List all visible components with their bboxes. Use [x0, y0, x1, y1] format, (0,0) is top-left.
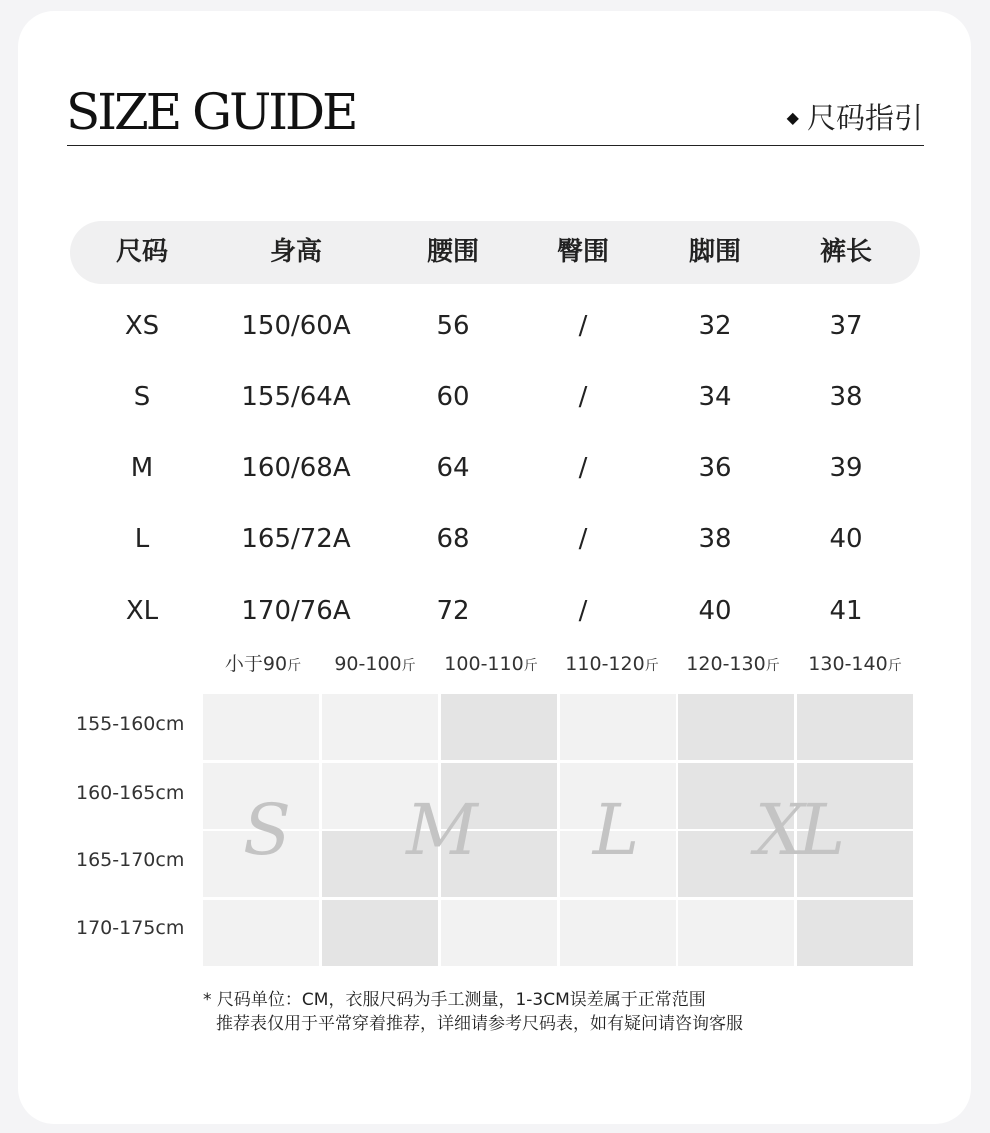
size-letter-l: L: [592, 789, 634, 871]
grid-cell: [203, 900, 319, 966]
grid-cell: [678, 900, 794, 966]
header-size: 尺码: [115, 237, 169, 267]
cell-waist: 60: [436, 382, 470, 412]
cell-leg-opening: 32: [698, 311, 732, 341]
cell-leg-opening: 34: [698, 382, 732, 412]
size-letter-xl: XL: [754, 789, 840, 871]
cell-hip: /: [578, 596, 588, 626]
cell-length: 39: [829, 453, 863, 483]
cell-height: 160/68A: [241, 453, 351, 483]
footnote-recommendation: 推荐表仅用于平常穿着推荐，详细请参考尺码表，如有疑问请咨询客服: [216, 1014, 743, 1034]
header-hip: 臀围: [556, 237, 610, 267]
weight-label: 130-140斤: [808, 653, 902, 675]
height-label: 165-170cm: [76, 849, 185, 871]
table-row: [0, 593, 990, 633]
cell-height: 165/72A: [241, 524, 351, 554]
size-letter-m: M: [406, 789, 472, 871]
height-label: 155-160cm: [76, 713, 185, 735]
table-row: [0, 379, 990, 419]
grid-cell: [560, 900, 676, 966]
diamond-icon: ◆: [786, 108, 799, 127]
cell-length: 40: [829, 524, 863, 554]
size-letter-s: S: [243, 789, 285, 871]
cell-height: 150/60A: [241, 311, 351, 341]
grid-cell: [678, 694, 794, 760]
cell-hip: /: [578, 382, 588, 412]
cell-size: L: [134, 524, 150, 554]
cell-size: XS: [124, 311, 160, 341]
cell-hip: /: [578, 311, 588, 341]
grid-cell: [322, 694, 438, 760]
weight-label: 110-120斤: [565, 653, 659, 675]
page-title: SIZE GUIDE: [66, 83, 356, 141]
cell-leg-opening: 40: [698, 596, 732, 626]
title-divider: [67, 145, 924, 146]
page-subtitle: [787, 100, 923, 136]
weight-label: 小于90斤: [224, 653, 302, 675]
cell-size: XL: [125, 596, 159, 626]
weight-label: 100-110斤: [444, 653, 538, 675]
subtitle-text: 尺码指引: [806, 101, 923, 135]
grid-cell: [441, 900, 557, 966]
grid-cell: [797, 900, 913, 966]
height-label: 160-165cm: [76, 782, 185, 804]
cell-size: M: [130, 453, 154, 483]
grid-cell: [560, 694, 676, 760]
grid-cell: [441, 694, 557, 760]
weight-label: 120-130斤: [686, 653, 780, 675]
cell-leg-opening: 38: [698, 524, 732, 554]
cell-height: 170/76A: [241, 596, 351, 626]
cell-waist: 56: [436, 311, 470, 341]
height-label: 170-175cm: [76, 917, 185, 939]
cell-waist: 68: [436, 524, 470, 554]
header-waist: 腰围: [426, 237, 480, 267]
cell-hip: /: [578, 524, 588, 554]
size-table-header: [70, 221, 920, 284]
cell-height: 155/64A: [241, 382, 351, 412]
weight-label: 90-100斤: [334, 653, 416, 675]
footnote-units: * 尺码单位：CM，衣服尺码为手工测量，1-3CM误差属于正常范围: [203, 990, 706, 1010]
grid-cell: [322, 900, 438, 966]
cell-size: S: [133, 382, 151, 412]
cell-leg-opening: 36: [698, 453, 732, 483]
header-leg-opening: 脚围: [688, 237, 742, 267]
cell-length: 41: [829, 596, 863, 626]
grid-cell: [203, 694, 319, 760]
cell-hip: /: [578, 453, 588, 483]
header-length: 裤长: [819, 237, 873, 267]
cell-waist: 64: [436, 453, 470, 483]
header-height: 身高: [269, 237, 323, 267]
table-row: [0, 308, 990, 348]
table-row: [0, 450, 990, 490]
grid-cell: [797, 694, 913, 760]
cell-length: 38: [829, 382, 863, 412]
table-row: [0, 521, 990, 561]
cell-waist: 72: [436, 596, 470, 626]
cell-length: 37: [829, 311, 863, 341]
